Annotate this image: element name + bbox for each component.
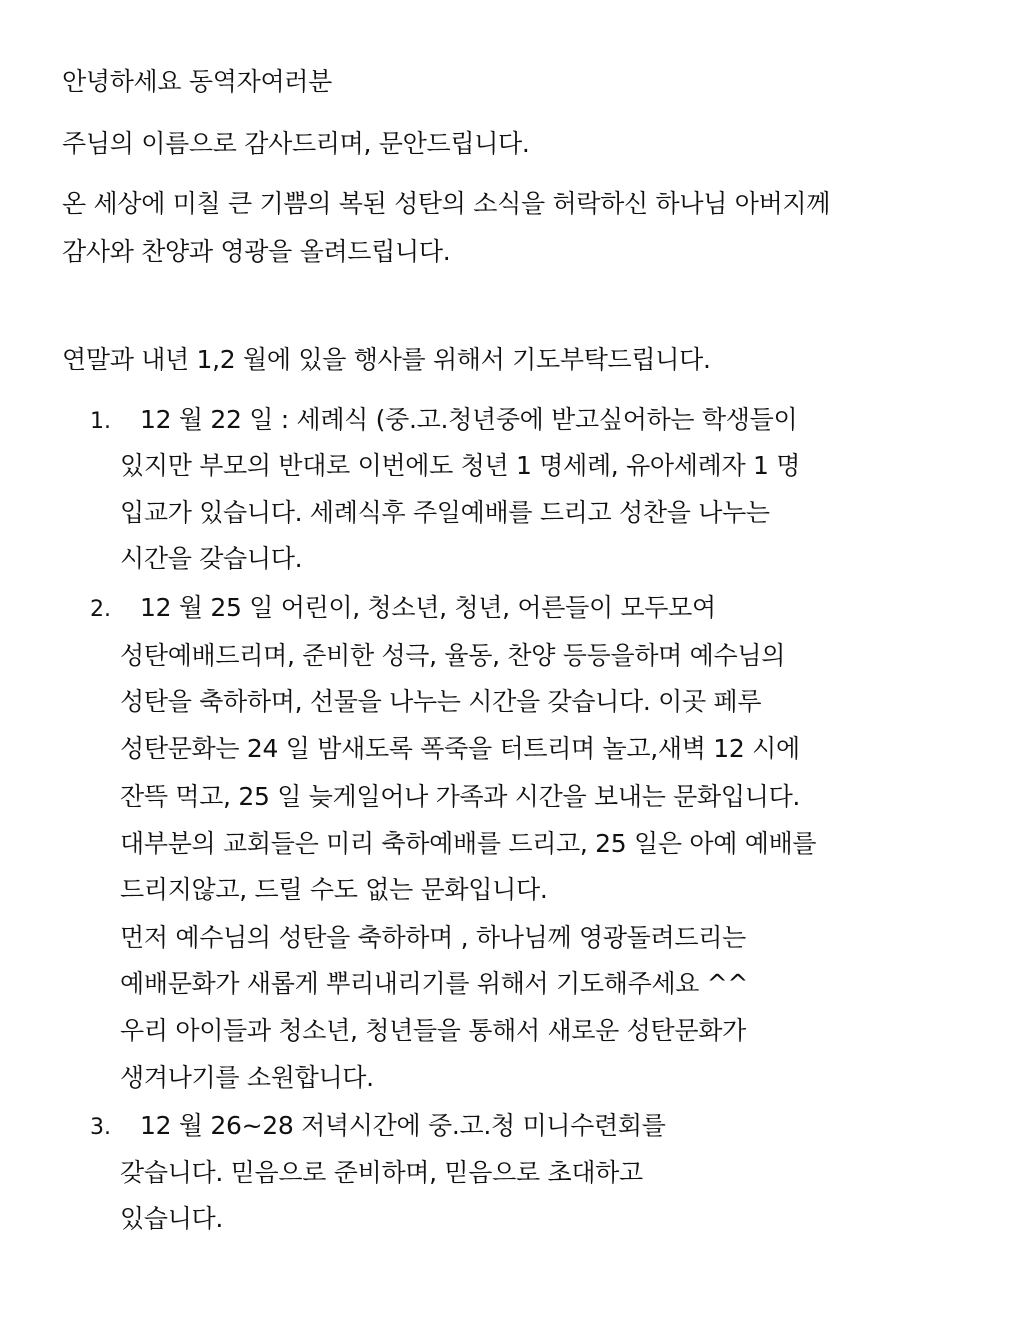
- list-item-line: 잔뜩 먹고, 25 일 늦게일어나 가족과 시간을 보내는 문화입니다.: [120, 782, 801, 811]
- list-number: 2.: [90, 597, 111, 622]
- list-item-line: 시간을 갖습니다.: [120, 544, 303, 573]
- list-item-line: 대부분의 교회들은 미리 축하예배를 드리고, 25 일은 아예 예배를: [120, 829, 817, 858]
- list-item-line: 있지만 부모의 반대로 이번에도 청년 1 명세례, 유아세례자 1 명: [120, 451, 801, 480]
- list-item-line: 성탄예배드리며, 준비한 성극, 율동, 찬양 등등을하며 예수님의: [120, 641, 786, 670]
- prayer-request-intro: 연말과 내년 1,2 월에 있을 행사를 위해서 기도부탁드립니다.: [62, 345, 711, 374]
- list-item-line: 생겨나기를 소원합니다.: [120, 1063, 374, 1092]
- list-number: 3.: [90, 1115, 111, 1140]
- list-item-line: 12 월 25 일 어린이, 청소년, 청년, 어른들이 모두모여: [140, 593, 716, 622]
- list-item-line: 성탄을 축하하며, 선물을 나누는 시간을 갖습니다. 이곳 페루: [120, 687, 762, 716]
- list-item-line: 12 월 26~28 저녁시간에 중.고.청 미니수련회를: [140, 1111, 666, 1140]
- greeting-line: 안녕하세요 동역자여러분: [62, 67, 332, 96]
- list-item-line: 있습니다.: [120, 1204, 224, 1233]
- list-item-line: 12 월 22 일 : 세례식 (중.고.청년중에 받고싶어하는 학생들이: [140, 405, 798, 434]
- list-item-line: 갖습니다. 믿음으로 준비하며, 믿음으로 초대하고: [120, 1158, 643, 1187]
- list-item-line: 드리지않고, 드릴 수도 없는 문화입니다.: [120, 875, 548, 904]
- praise-line-2: 감사와 찬양과 영광을 올려드립니다.: [62, 237, 451, 266]
- list-item-line: 우리 아이들과 청소년, 청년들을 통해서 새로운 성탄문화가: [120, 1016, 746, 1045]
- list-item-line: 예배문화가 새롭게 뿌리내리기를 위해서 기도해주세요 ^^: [120, 969, 749, 998]
- list-number: 1.: [90, 409, 111, 434]
- praise-line-1: 온 세상에 미칠 큰 기쁨의 복된 성탄의 소식을 허락하신 하나님 아버지께: [62, 189, 831, 218]
- list-item-line: 먼저 예수님의 성탄을 축하하며 , 하나님께 영광돌려드리는: [120, 923, 746, 952]
- list-item-line: 입교가 있습니다. 세례식후 주일예배를 드리고 성찬을 나누는: [120, 498, 770, 527]
- salutation-line: 주님의 이름으로 감사드리며, 문안드립니다.: [62, 129, 530, 158]
- list-item-line: 성탄문화는 24 일 밤새도록 폭죽을 터트리며 놀고,새벽 12 시에: [120, 734, 800, 763]
